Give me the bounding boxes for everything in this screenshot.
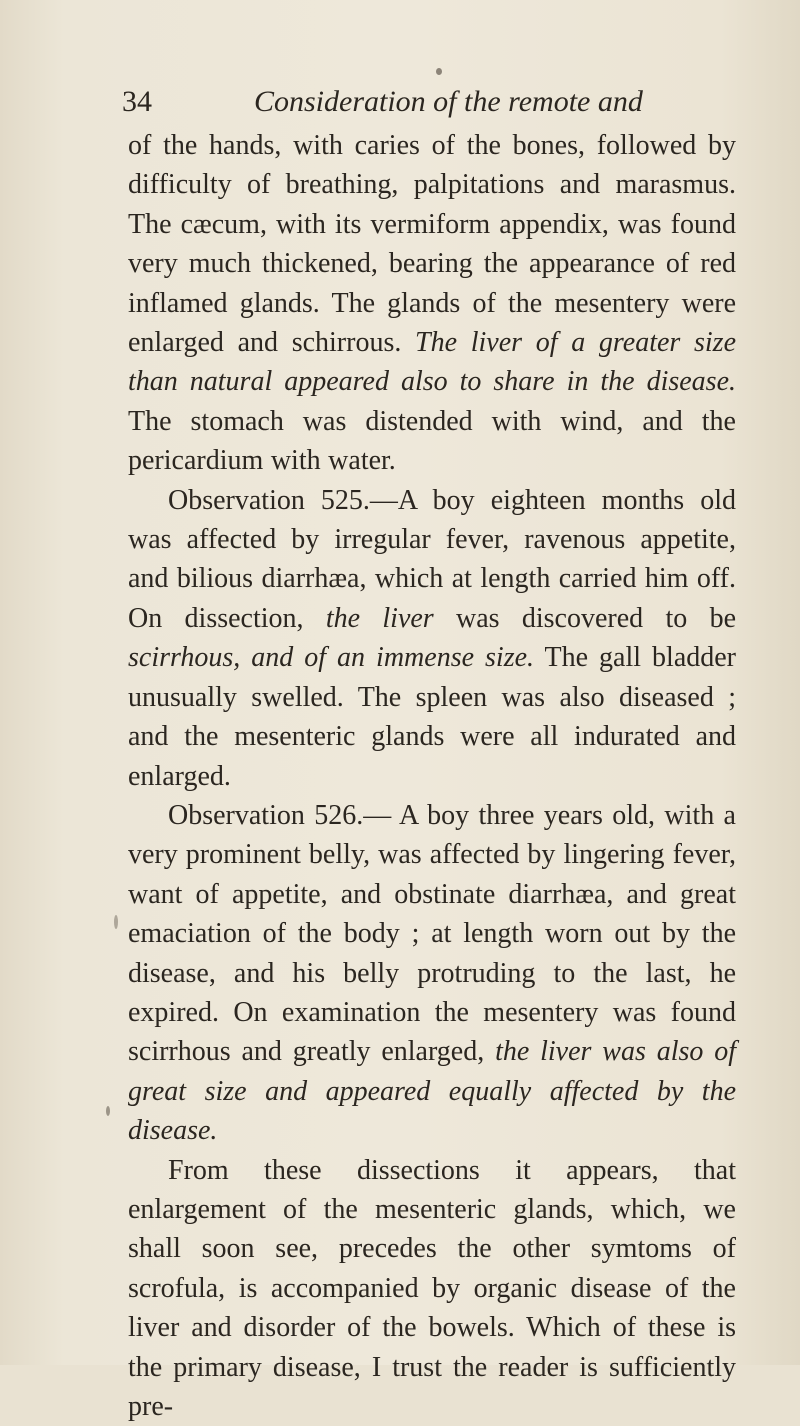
page-number: 34 — [122, 85, 152, 118]
italic-text: the liver — [325, 602, 434, 634]
paragraph — [128, 796, 736, 1151]
page-header — [122, 82, 742, 122]
text-run: From these dissections it appears, that enlargement of the mesenteric glands, which, we shall soon see, precedes the other symtoms of scrofula, is accompanied by organic disease of the liver and disorder of the bowels. Which of these is the primary disease, I trust the reader is sufficiently pre- — [128, 1154, 736, 1422]
italic-text: scirrhous, and of an immense size. — [128, 642, 535, 674]
text-run: Observation 525.—A boy eighteen months old was affected by irregular fever, ravenous appetite, and bilious diarrhæa, which at length carried him off. On dissection, — [128, 484, 736, 634]
running-title: Consideration of the remote and — [254, 85, 643, 118]
paragraph — [128, 1151, 736, 1426]
italic-text: the liver was also of great size and appeared equally affected by the disease. — [128, 1036, 736, 1147]
paper-speck — [106, 1106, 110, 1116]
paper-speck — [436, 68, 442, 75]
text-run: was discovered to be — [433, 602, 737, 634]
text-run: Observation 526.— A boy three years old, with a very prominent belly, was affected by lingering fever, want of appetite, and obstinate diarrhæa, and great emaciation of the body ; at length worn out by the disease, and his belly protruding to the last, he expired. On examination the mesentery was found scirrhous and greatly enlarged, — [128, 799, 736, 1068]
paper-speck — [114, 915, 118, 929]
paragraph — [128, 126, 736, 481]
italic-text: The liver of a greater size than natural appeared also to share in the disease. — [128, 327, 736, 398]
body-text — [128, 126, 736, 1426]
text-run: The stomach was distended with wind, and the pericardium with water. — [128, 405, 736, 477]
text-run: of the hands, with caries of the bones, followed by difficulty of breathing, palpitations and marasmus. The cæcum, with its vermiform appendix, was found very much thickened, bearing the appearance of red inflamed glands. The glands of the mesentery were enlarged and schirrous. — [128, 130, 736, 359]
text-run: The gall bladder unusually swelled. The spleen was also diseased ; and the mesenteric glands were all indurated and enlarged. — [128, 642, 736, 792]
paragraph — [128, 481, 736, 796]
